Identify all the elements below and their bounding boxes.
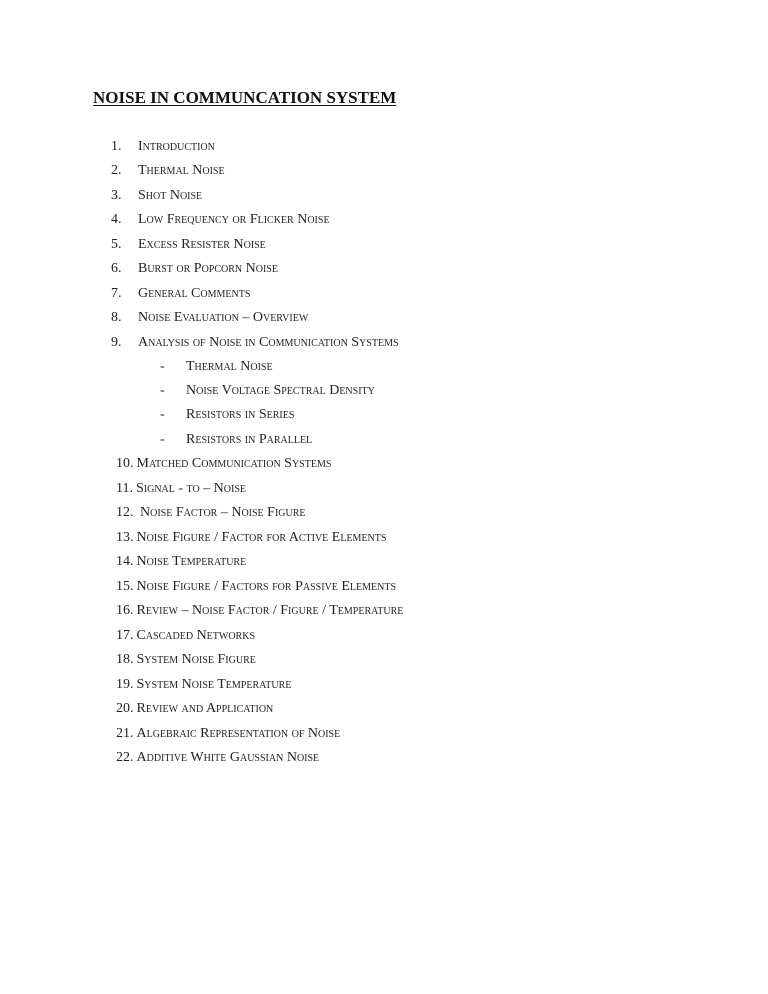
toc-item-signal-to-noise [116, 481, 246, 497]
toc-item-number: 2. [111, 163, 122, 178]
toc-item-noise-factor [116, 505, 306, 521]
toc-item-label: Noise Temperature [136, 554, 247, 569]
toc-item-number: 14. [116, 554, 134, 569]
toc-item-label: Noise Figure / Factors for Passive Elements [136, 579, 397, 594]
toc-item-number: 6. [111, 261, 122, 276]
toc-item-label: Review and Application [136, 701, 274, 716]
toc-subitem-label: Resistors in Series [186, 407, 295, 422]
toc-item-review-noise [116, 603, 403, 619]
toc-item-label: Low Frequency or Flicker Noise [138, 212, 330, 227]
toc-item-number: 8. [111, 310, 122, 325]
toc-item-number: 9. [111, 335, 122, 350]
toc-item-label: Matched Communication Systems [136, 456, 332, 471]
toc-item-review-application [116, 701, 273, 717]
toc-item-number: 21. [116, 726, 134, 741]
toc-item-flicker-noise [111, 212, 330, 228]
toc-item-awgn [116, 750, 319, 766]
toc-item-number: 7. [111, 286, 122, 301]
toc-item-thermal-noise [111, 163, 225, 179]
toc-item-burst-noise [111, 261, 278, 277]
toc-item-number: 20. [116, 701, 134, 716]
toc-item-label: Shot Noise [138, 188, 203, 203]
toc-item-label: System Noise Figure [136, 652, 256, 667]
toc-item-label: Burst or Popcorn Noise [138, 261, 278, 276]
toc-item-number: 18. [116, 652, 134, 667]
dash-bullet: - [160, 432, 165, 447]
toc-item-label: Noise Figure / Factor for Active Elements [136, 530, 387, 545]
dash-bullet: - [160, 407, 165, 422]
toc-item-noise-evaluation [111, 310, 309, 326]
toc-item-general-comments [111, 286, 251, 302]
toc-item-label: Thermal Noise [138, 163, 225, 178]
toc-item-system-noise-temperature [116, 677, 291, 693]
toc-item-number: 12. [116, 505, 134, 520]
toc-item-excess-resister-noise [111, 237, 266, 253]
toc-item-label: Signal - to – Noise [135, 481, 247, 496]
toc-subitem-label: Thermal Noise [186, 359, 273, 374]
toc-item-matched-systems [116, 456, 331, 472]
toc-item-shot-noise [111, 188, 203, 204]
dash-bullet: - [160, 383, 165, 398]
toc-item-cascaded-networks [116, 628, 255, 644]
toc-item-active-elements [116, 530, 386, 546]
toc-item-label: Cascaded Networks [136, 628, 256, 643]
toc-item-number: 13. [116, 530, 134, 545]
toc-subitem-label: Noise Voltage Spectral Density [186, 383, 375, 398]
toc-item-label: Excess Resister Noise [138, 237, 266, 252]
toc-item-label: Noise Factor – Noise Figure [136, 505, 306, 520]
toc-item-number: 19. [116, 677, 134, 692]
toc-item-number: 5. [111, 237, 122, 252]
dash-bullet: - [160, 359, 165, 374]
toc-item-number: 1. [111, 139, 122, 154]
toc-item-number: 17. [116, 628, 134, 643]
toc-item-label: Algebraic Representation of Noise [136, 726, 341, 741]
toc-subitem-label: Resistors in Parallel [186, 432, 313, 447]
toc-item-label: Introduction [138, 139, 215, 154]
toc-item-label: Additive White Gaussian Noise [136, 750, 320, 765]
toc-item-label: General Comments [138, 286, 251, 301]
toc-item-number: 3. [111, 188, 122, 203]
toc-item-number: 4. [111, 212, 122, 227]
toc-item-introduction [111, 139, 215, 155]
toc-item-number: 16. [116, 603, 134, 618]
toc-item-passive-elements [116, 579, 396, 595]
toc-item-noise-temperature [116, 554, 246, 570]
toc-item-label: Review – Noise Factor / Figure / Temperature [136, 603, 404, 618]
toc-item-label: Noise Evaluation – Overview [138, 310, 309, 325]
document-title: NOISE IN COMMUNCATION SYSTEM [93, 88, 397, 107]
toc-item-label: System Noise Temperature [136, 677, 292, 692]
toc-item-number: 10. [116, 456, 134, 471]
toc-item-number: 22. [116, 750, 134, 765]
toc-item-system-noise-figure [116, 652, 256, 668]
toc-item-number: 15. [116, 579, 134, 594]
toc-item-analysis-of-noise [111, 335, 399, 351]
toc-item-algebraic-representation [116, 726, 340, 742]
toc-item-number: 11. [116, 481, 133, 496]
toc-item-label: Analysis of Noise in Communication Systems [138, 335, 399, 350]
